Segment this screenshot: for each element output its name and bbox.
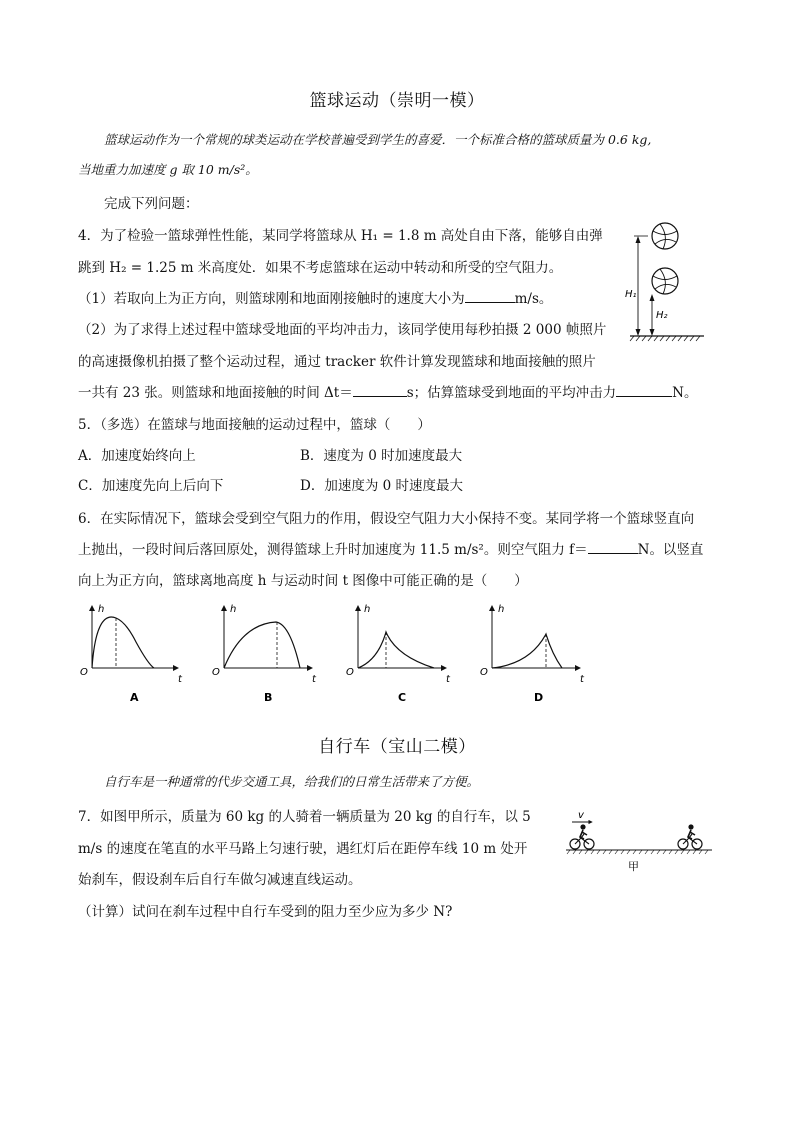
- graph-c[interactable]: [346, 604, 451, 704]
- q4-line-3: [78, 287, 552, 307]
- graph-c-x-label: t: [446, 674, 450, 685]
- q4-sub2-text: 一共有 23 张。则篮球和地面接触的时间 Δt＝: [78, 385, 353, 401]
- q7-line-3: 始刹车，假设刹车后自行车做匀减速直线运动。: [78, 872, 362, 888]
- intro-text-2: 当地重力加速度 g 取 10 m/s²。: [78, 162, 258, 177]
- graph-b-origin: O: [212, 667, 220, 678]
- q4-sub2-text-2: s；估算篮球受到地面的平均冲击力: [406, 385, 617, 401]
- q4-line-4: （2）为了求得上述过程中篮球受地面的平均冲击力，该同学使用每秒拍摄 2 000 帧照片: [78, 322, 607, 338]
- q7-line-1: 7．如图甲所示，质量为 60 kg 的人骑着一辆质量为 20 kg 的自行车，以 5: [78, 809, 531, 825]
- graph-a-y-label: h: [98, 604, 105, 615]
- graph-a-origin: O: [80, 667, 88, 678]
- q6-text-2: N。以竖直: [637, 542, 704, 558]
- q4-sub1-unit: m/s。: [514, 291, 553, 307]
- q6-text: 上抛出，一段时间后落回原处，测得篮球上升时加速度为 11.5 m/s²。则空气阻力 f＝: [78, 542, 588, 558]
- section-title-bicycle: 自行车（宝山二模）: [318, 737, 476, 757]
- graph-b-label: B: [264, 691, 273, 704]
- q4-line-1: 4．为了检验一篮球弹性性能，某同学将篮球从 H₁ = 1.8 m 高处自由下落，能够自由弹: [78, 228, 603, 244]
- graph-b[interactable]: [212, 604, 317, 704]
- q4-sub1-text: （1）若取向上为正方向，则篮球刚和地面刚接触时的速度大小为: [78, 291, 465, 307]
- q5-option-a[interactable]: A．加速度始终向上: [78, 448, 196, 464]
- bicycle-intro: 自行车是一种通常的代步交通工具，给我们的日常生活带来了方便。: [104, 774, 480, 789]
- ht-graphs-svg: [78, 602, 718, 712]
- q6-line-2: [78, 538, 703, 558]
- answer-blank[interactable]: [616, 384, 672, 397]
- graph-d-x-label: t: [580, 674, 584, 685]
- h2-label: H₂: [656, 310, 668, 321]
- graph-b-x-label: t: [312, 674, 316, 685]
- cyclist-icon: [570, 824, 594, 849]
- basketball-icon: [652, 223, 678, 249]
- q6-line-1: 6．在实际情况下，篮球会受到空气阻力的作用，假设空气阻力大小保持不变。某同学将一个篮球竖直向: [78, 511, 695, 527]
- q5-stem: 5．（多选）在篮球与地面接触的运动过程中，篮球（ ）: [78, 417, 431, 433]
- q4-line-5: 的高速摄像机拍摄了整个运动过程，通过 tracker 软件计算发现篮球和地面接触的照片: [78, 354, 596, 370]
- velocity-label: v: [578, 810, 584, 821]
- prompt-text: 完成下列问题：: [104, 196, 199, 212]
- q7-line-2: m/s 的速度在笔直的水平马路上匀速行驶，遇红灯后在距停车线 10 m 处开: [78, 841, 528, 857]
- graph-d-origin: O: [480, 667, 488, 678]
- graph-c-label: C: [398, 691, 407, 704]
- graph-b-y-label: h: [230, 604, 237, 615]
- h1-label: H₁: [625, 289, 637, 300]
- q7-line-4: （计算）试问在刹车过程中自行车受到的阻力至少应为多少 N?: [78, 904, 453, 920]
- ht-graph-options: [78, 602, 718, 712]
- graph-a-x-label: t: [178, 674, 182, 685]
- figure-label: 甲: [628, 860, 639, 873]
- graph-d[interactable]: [480, 604, 585, 704]
- answer-blank[interactable]: [465, 290, 515, 303]
- graph-a[interactable]: [80, 604, 183, 704]
- q5-option-d[interactable]: D．加速度为 0 时速度最大: [300, 478, 463, 494]
- cyclist-icon: [678, 824, 702, 849]
- answer-blank[interactable]: [353, 384, 407, 397]
- q6-line-3: 向上为正方向，篮球离地高度 h 与运动时间 t 图像中可能正确的是（ ）: [78, 573, 528, 589]
- basketball-icon: [652, 268, 678, 294]
- graph-a-label: A: [130, 691, 139, 704]
- answer-blank[interactable]: [588, 541, 638, 554]
- q4-line-2: 跳到 H₂ = 1.25 m 米高度处．如果不考虑篮球在运动中转动和所受的空气阻力。: [78, 260, 563, 276]
- graph-c-origin: O: [346, 667, 354, 678]
- intro-text-1: 篮球运动作为一个常规的球类运动在学校普遍受到学生的喜爱．一个标准合格的篮球质量为 0.6 kg,: [104, 132, 652, 147]
- basketball-drop-figure: [620, 214, 706, 342]
- graph-d-label: D: [534, 691, 544, 704]
- q5-option-c[interactable]: C．加速度先向上后向下: [78, 478, 224, 494]
- q4-line-6: [78, 381, 697, 401]
- graph-d-y-label: h: [498, 604, 505, 615]
- bicycle-figure: [562, 808, 714, 874]
- section-title-basketball: 篮球运动（崇明一模）: [309, 91, 485, 111]
- q5-option-b[interactable]: B．速度为 0 时加速度最大: [300, 448, 463, 464]
- graph-c-y-label: h: [364, 604, 371, 615]
- q4-sub2-unit: N。: [672, 385, 698, 401]
